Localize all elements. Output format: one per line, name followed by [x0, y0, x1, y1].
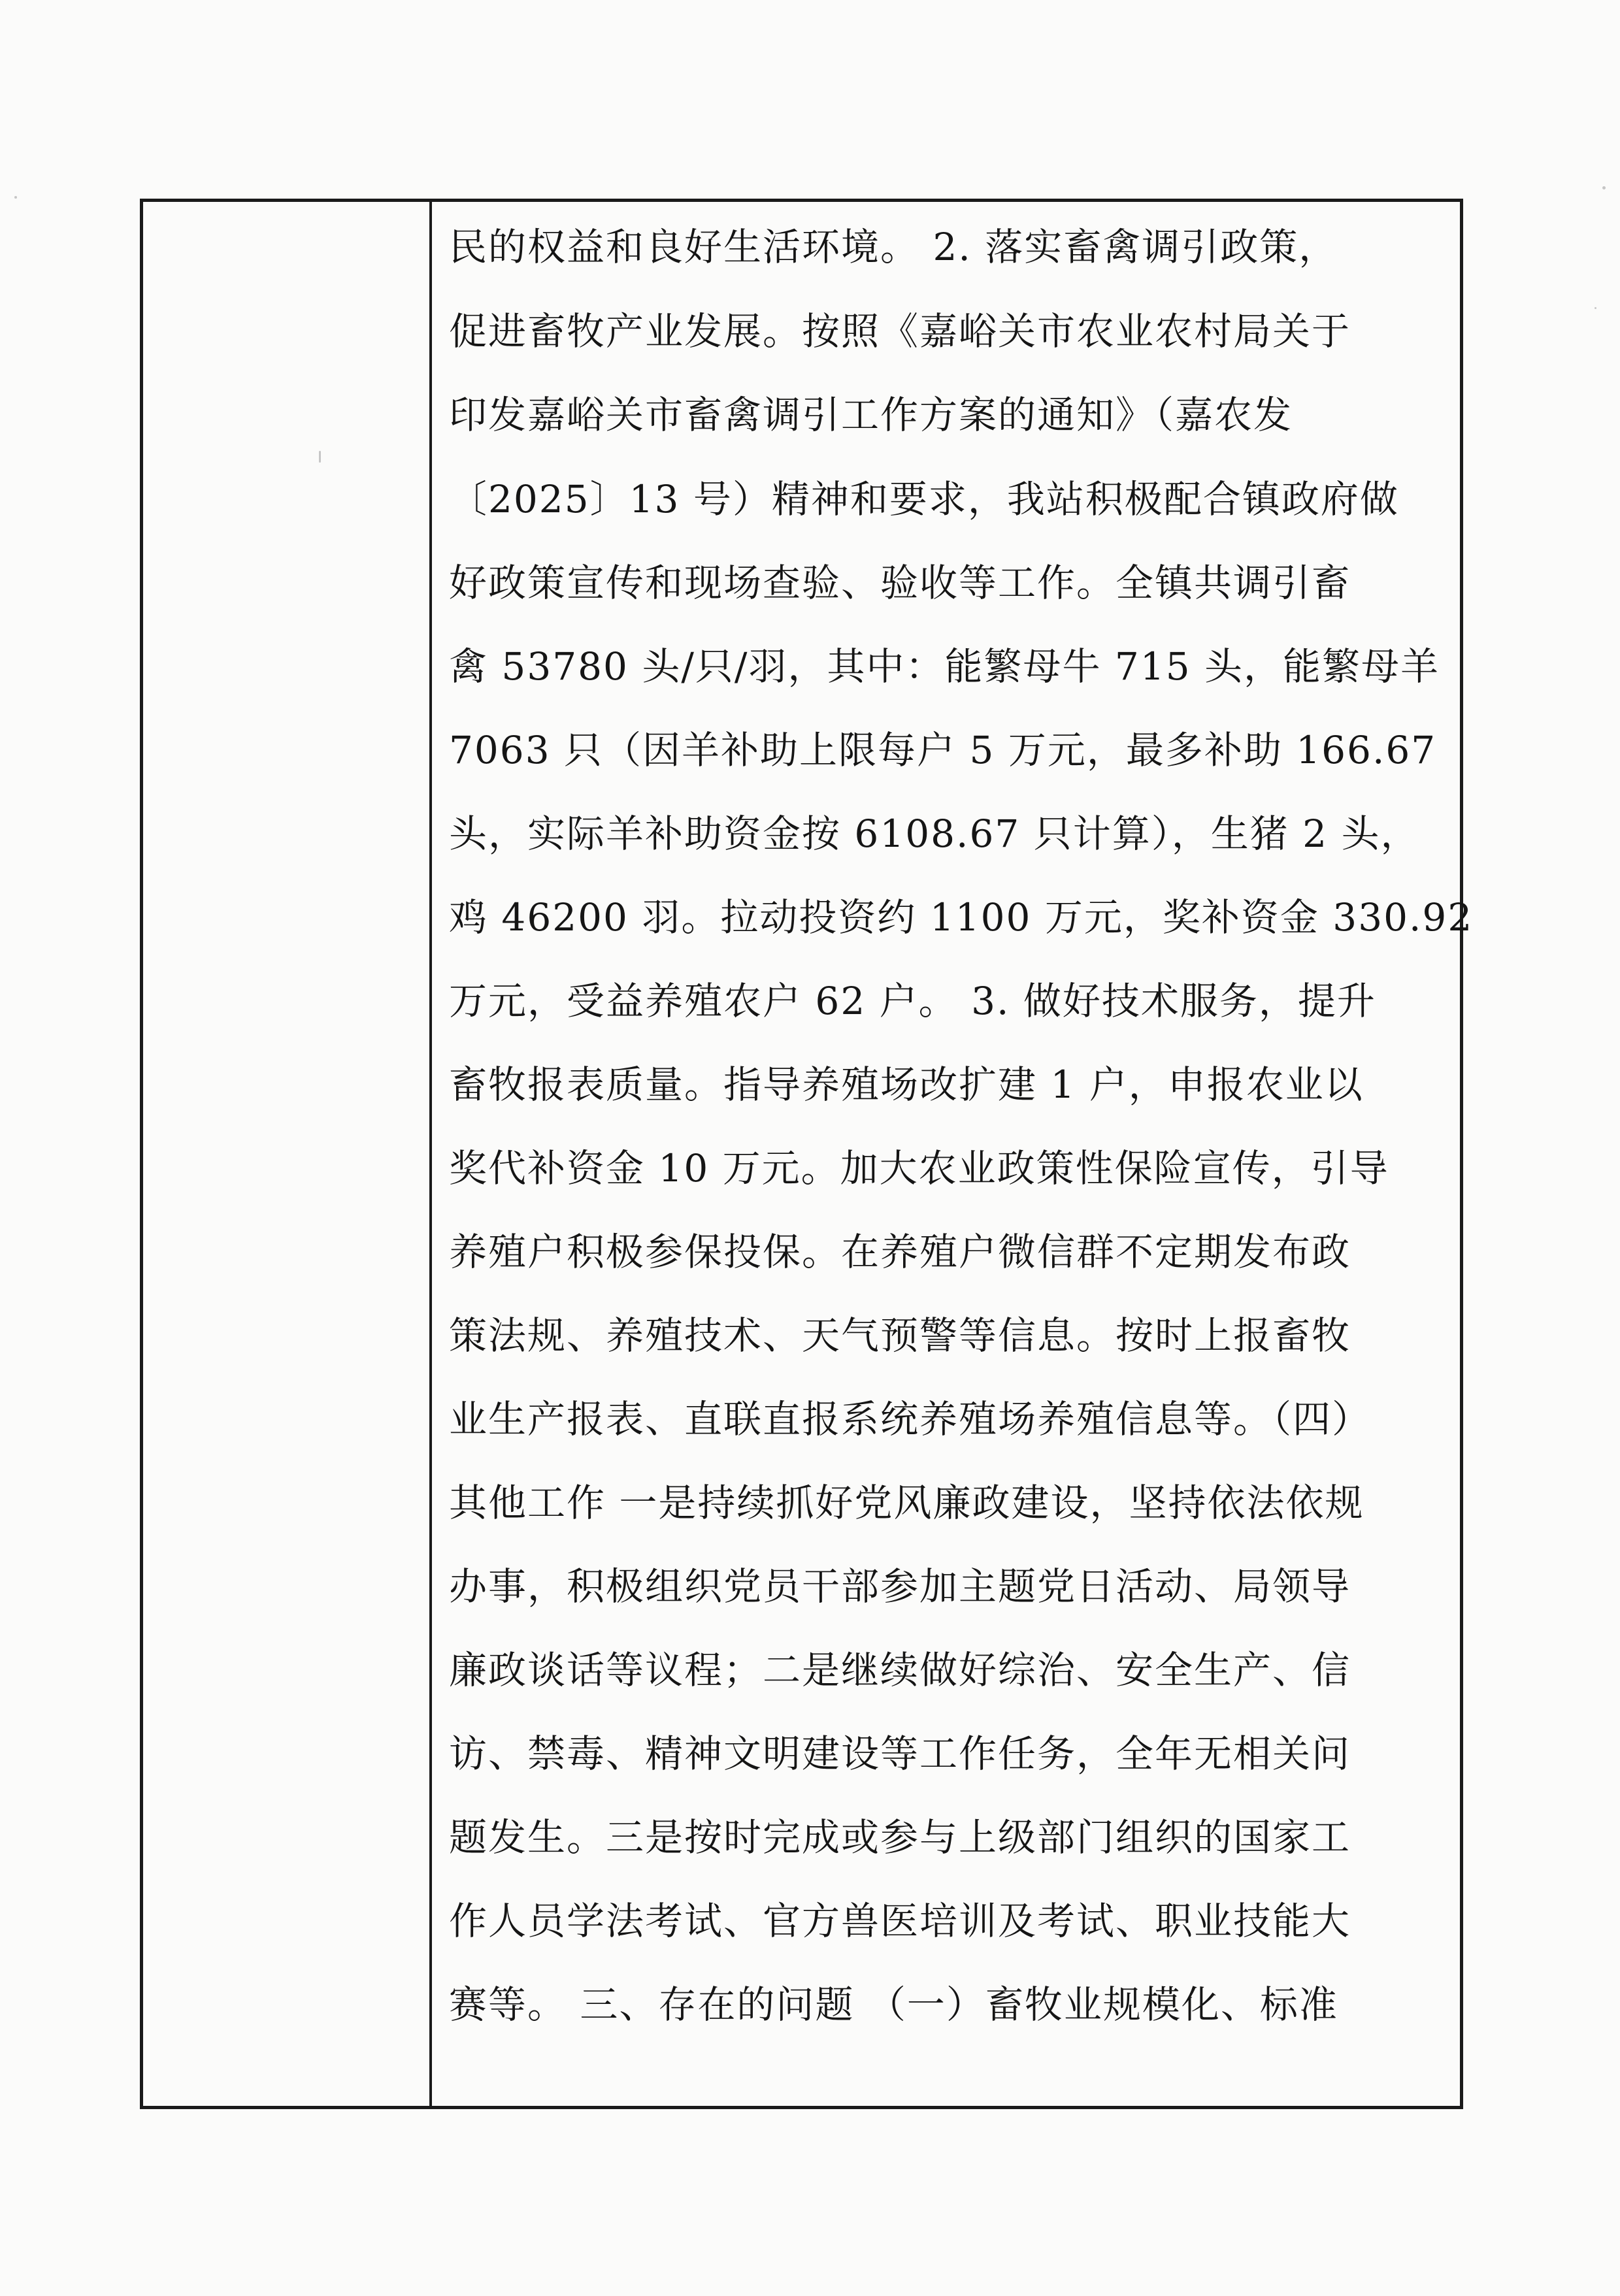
text-line: 禽 53780 头/只/羽，其中：能繁母牛 715 头，能繁母羊	[449, 644, 1440, 689]
text-line: 题发生。三是按时完成或参与上级部门组织的国家工	[449, 1815, 1351, 1860]
text-line: 7063 只（因羊补助上限每户 5 万元，最多补助 166.67	[449, 728, 1437, 772]
text-line: 促进畜牧产业发展。按照《嘉峪关市农业农村局关于	[449, 309, 1351, 353]
scan-speck	[14, 196, 17, 199]
text-line: 奖代补资金 10 万元。加大农业政策性保险宣传，引导	[449, 1146, 1389, 1190]
text-line: 访、禁毒、精神文明建设等工作任务，全年无相关问	[449, 1731, 1351, 1776]
table-content-cell	[435, 202, 1474, 2106]
text-line: 赛等。 三、存在的问题 （一）畜牧业规模化、标准	[449, 1982, 1338, 2027]
text-line: 策法规、养殖技术、天气预警等信息。按时上报畜牧	[449, 1313, 1351, 1358]
text-line: 办事，积极组织党员干部参加主题党日活动、局领导	[449, 1564, 1351, 1609]
text-line: 其他工作 一是持续抓好党风廉政建设，坚持依法依规	[449, 1481, 1364, 1525]
report-table	[140, 199, 1474, 2109]
text-line: 印发嘉峪关市畜禽调引工作方案的通知》（嘉农发	[449, 393, 1293, 437]
text-line: 作人员学法考试、官方兽医培训及考试、职业技能大	[449, 1899, 1351, 1943]
text-line: 业生产报表、直联直报系统养殖场养殖信息等。（四）	[449, 1397, 1372, 1441]
text-line: 好政策宣传和现场查验、验收等工作。全镇共调引畜	[449, 561, 1351, 605]
text-line: 鸡 46200 羽。拉动投资约 1100 万元，奖补资金 330.92	[449, 895, 1474, 940]
text-line: 〔2025〕13 号）精神和要求，我站积极配合镇政府做	[449, 477, 1399, 521]
text-line: 畜牧报表质量。指导养殖场改扩建 1 户，申报农业以	[449, 1062, 1364, 1107]
scan-speck	[1595, 307, 1596, 309]
table-label-cell	[143, 202, 432, 2106]
text-line: 头，实际羊补助资金按 6108.67 只计算），生猪 2 头，	[449, 812, 1420, 856]
text-line: 万元，受益养殖农户 62 户。 3. 做好技术服务，提升	[449, 979, 1376, 1023]
scan-speck	[1602, 186, 1606, 189]
text-line: 养殖户积极参保投保。在养殖户微信群不定期发布政	[449, 1230, 1351, 1274]
text-line: 民的权益和良好生活环境。 2. 落实畜禽调引政策，	[449, 225, 1338, 269]
text-line: 廉政谈话等议程；二是继续做好综治、安全生产、信	[449, 1648, 1351, 1692]
